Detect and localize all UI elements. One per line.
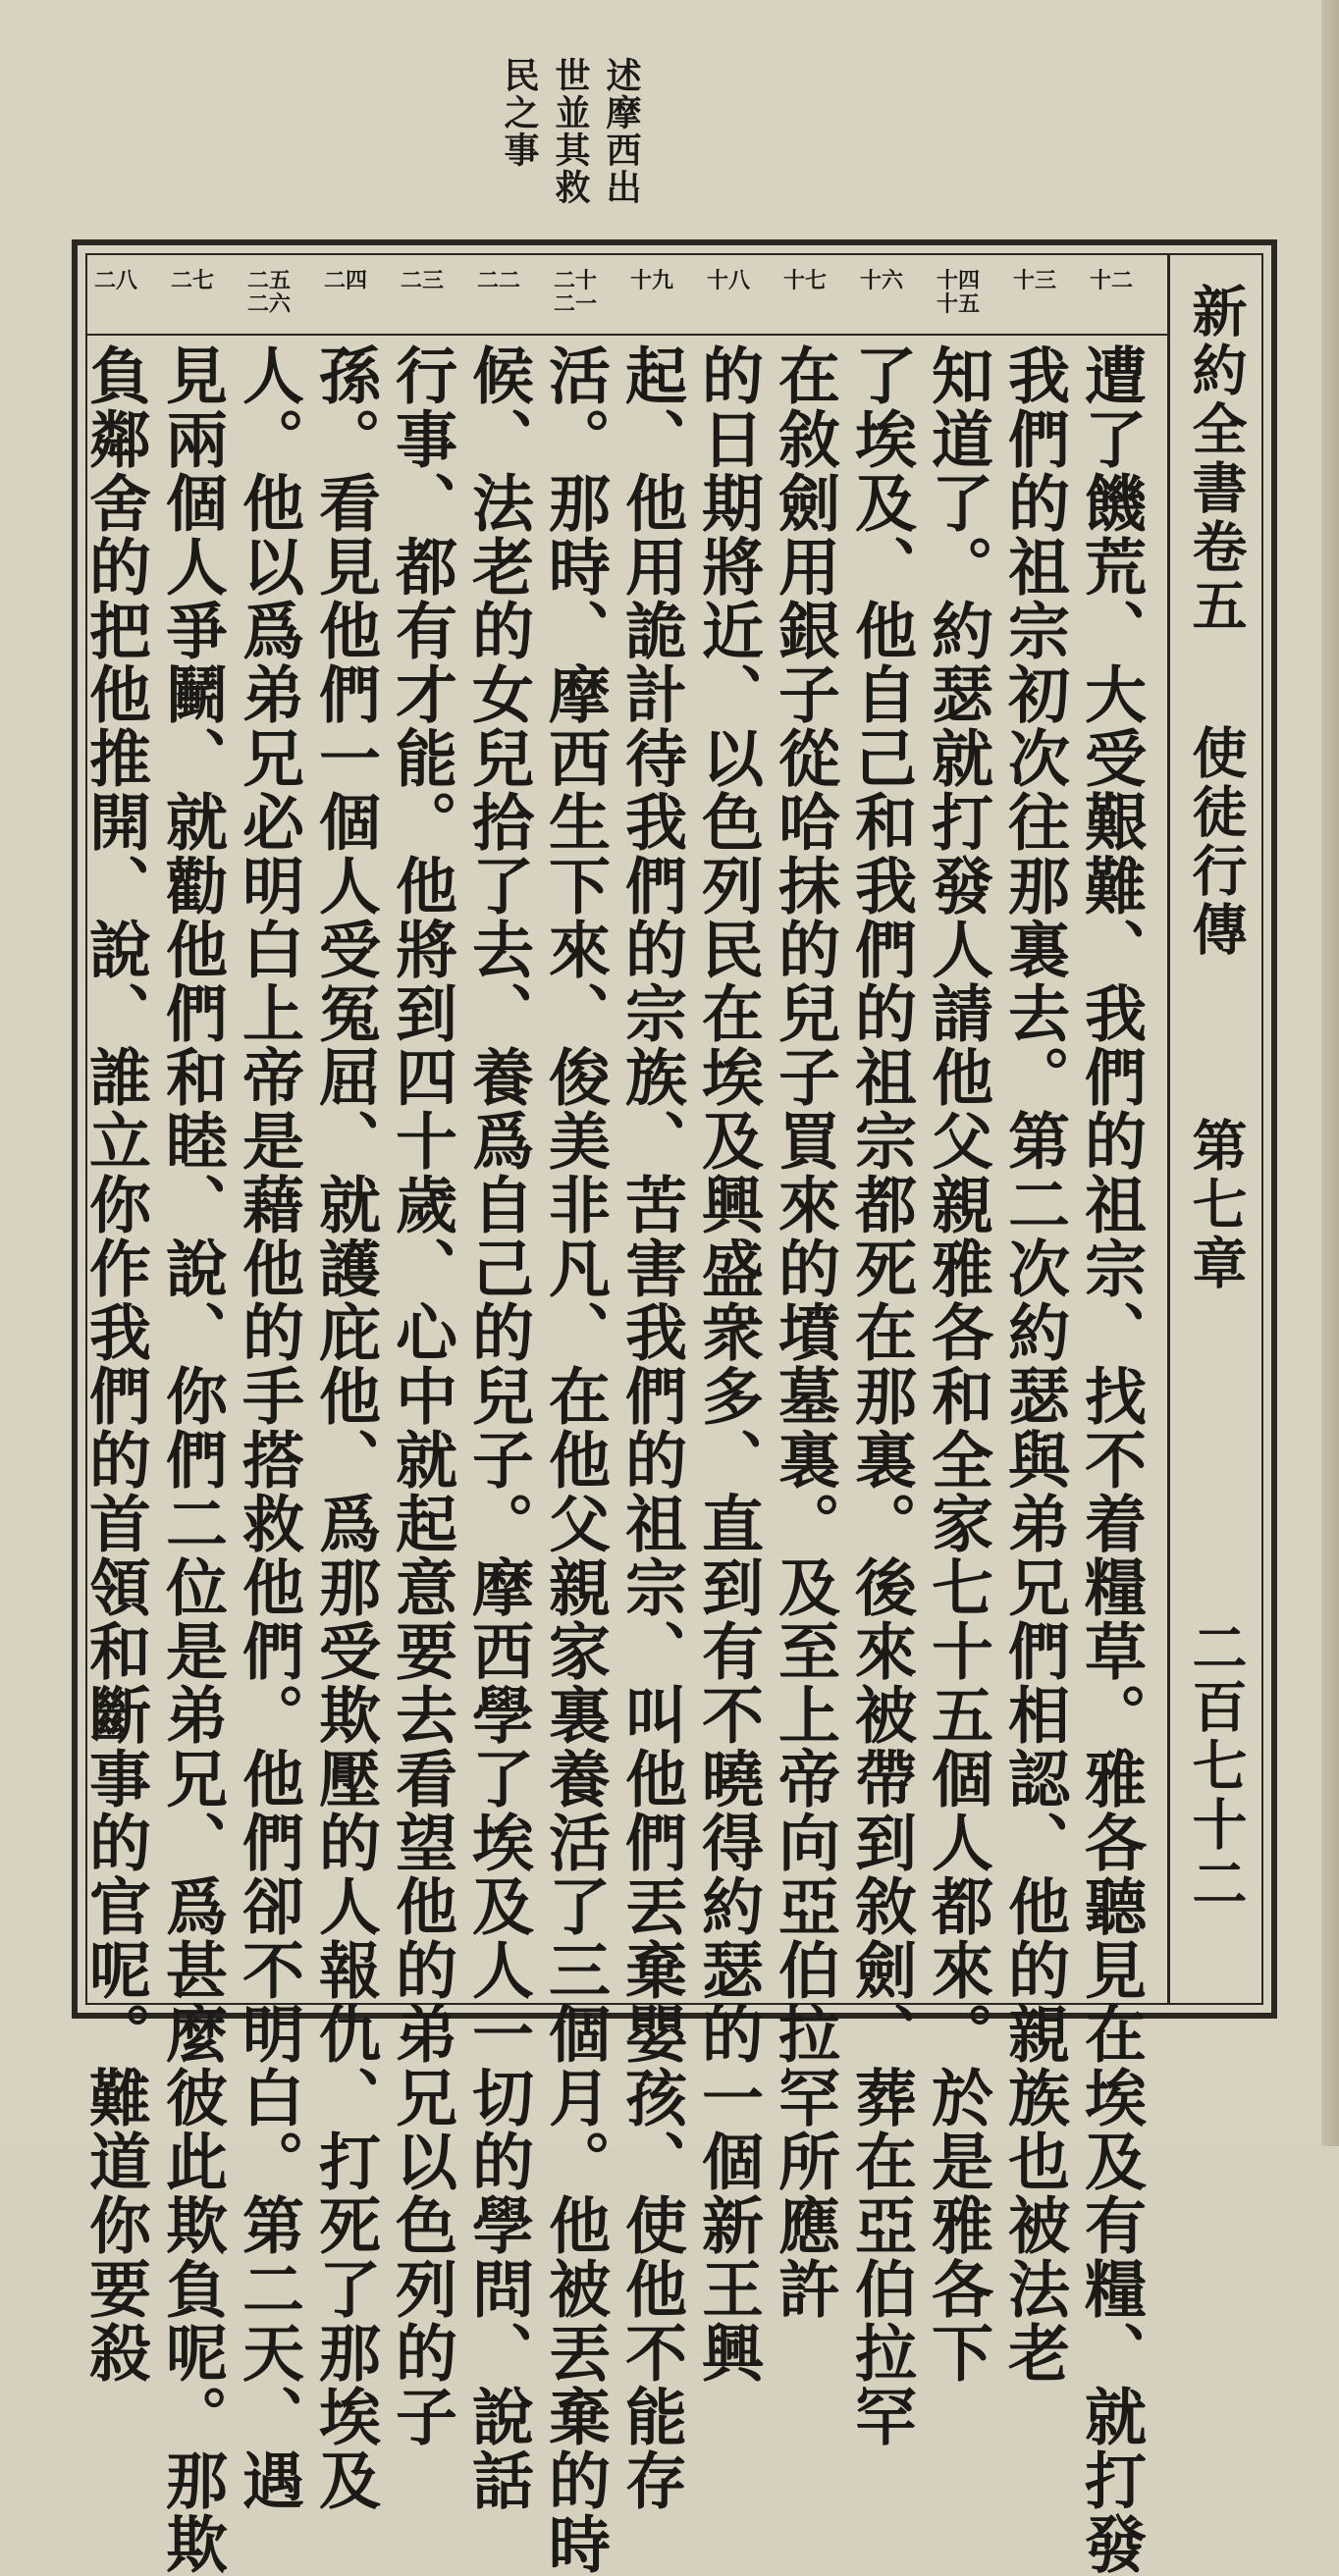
- verse-number: 十七: [782, 268, 827, 293]
- margin-note-line-2: 世並其救: [550, 57, 591, 206]
- text-column: 的日期將近、以色列民在埃及興盛衆多、直到有不曉得約瑟的一個新王興: [692, 343, 765, 2385]
- verse-number: 二二: [476, 268, 520, 293]
- margin-note-line-3: 民之事: [499, 57, 540, 169]
- verse-number: 二三: [400, 268, 444, 293]
- text-frame-inner: [80, 253, 1263, 2576]
- verse-number: 十九: [629, 268, 673, 293]
- book-title: 新約全書卷五: [1183, 283, 1249, 636]
- text-column: 遭了饑荒、大受艱難、我們的祖宗、找不着糧草。雅各聽見在埃及有糧、就打發: [1075, 343, 1148, 2576]
- verse-number: 二五 二六: [246, 268, 291, 317]
- text-column: 行事、都有才能。他將到四十歲、心中就起意要去看望他的弟兄以色列的子: [386, 343, 458, 2448]
- verse-number: 十六: [859, 268, 903, 293]
- text-column: 負鄰舍的把他推開、說、誰立你作我們的首領和斷事的官呢。難道你要殺: [80, 343, 152, 2385]
- section-title: 使徒行傳: [1183, 724, 1249, 960]
- verse-number: 二七: [170, 268, 214, 293]
- text-column: 見兩個人爭鬭、就勸他們和睦、說、你們二位是弟兄、爲甚麼彼此欺負呢。那欺: [156, 343, 229, 2576]
- text-column: 了埃及、他自己和我們的祖宗都死在那裏。後來被帶到敘劍、葬在亞伯拉罕: [845, 343, 918, 2448]
- verse-number: 二十 二一: [553, 268, 597, 317]
- text-column: 孫。看見他們一個人受冤屈、就護庇他、爲那受欺壓的人報仇、打死了那埃及: [309, 343, 382, 2512]
- verse-number: 十二: [1089, 268, 1133, 293]
- verse-number: 十四 十五: [936, 268, 980, 317]
- scripture-text: [80, 334, 1167, 2576]
- margin-annotation: [496, 57, 643, 243]
- text-column: 在敘劍用銀子從哈抹的兒子買來的墳墓裏。及至上帝向亞伯拉罕所應許: [769, 343, 841, 2321]
- verse-number: 十三: [1012, 268, 1056, 293]
- page-number: 二百七十二: [1183, 1619, 1249, 1914]
- text-column: 候、法老的女兒拾了去、養爲自己的兒子。摩西學了埃及人一切的學問、說話: [462, 343, 535, 2512]
- text-column: 知道了。約瑟就打發人請他父親雅各和全家七十五個人都來。於是雅各下: [922, 343, 994, 2385]
- verse-number: 二八: [93, 268, 137, 293]
- chapter-label: 第七章: [1183, 1117, 1249, 1293]
- verse-number-strip: [87, 255, 1167, 336]
- verse-number: 二四: [323, 268, 367, 293]
- text-column: 我們的祖宗初次往那裏去。第二次約瑟與弟兄們相認、他的親族也被法老: [998, 343, 1071, 2385]
- text-column: 活。那時、摩西生下來、俊美非凡、在他父親家裏養活了三個月。他被丟棄的時: [539, 343, 612, 2576]
- verse-number: 十八: [706, 268, 750, 293]
- text-frame: [72, 239, 1277, 2576]
- text-column: 起、他用詭計待我們的宗族、苦害我們的祖宗、叫他們丟棄嬰孩、使他不能存: [616, 343, 688, 2512]
- text-column: 人。他以爲弟兄必明白上帝是藉他的手搭救他們。他們卻不明白。第二天、遇: [233, 343, 305, 2512]
- margin-note-line-1: 述摩西出: [601, 57, 642, 206]
- page-edge: [1321, 0, 1339, 2146]
- running-head: [1167, 255, 1261, 2003]
